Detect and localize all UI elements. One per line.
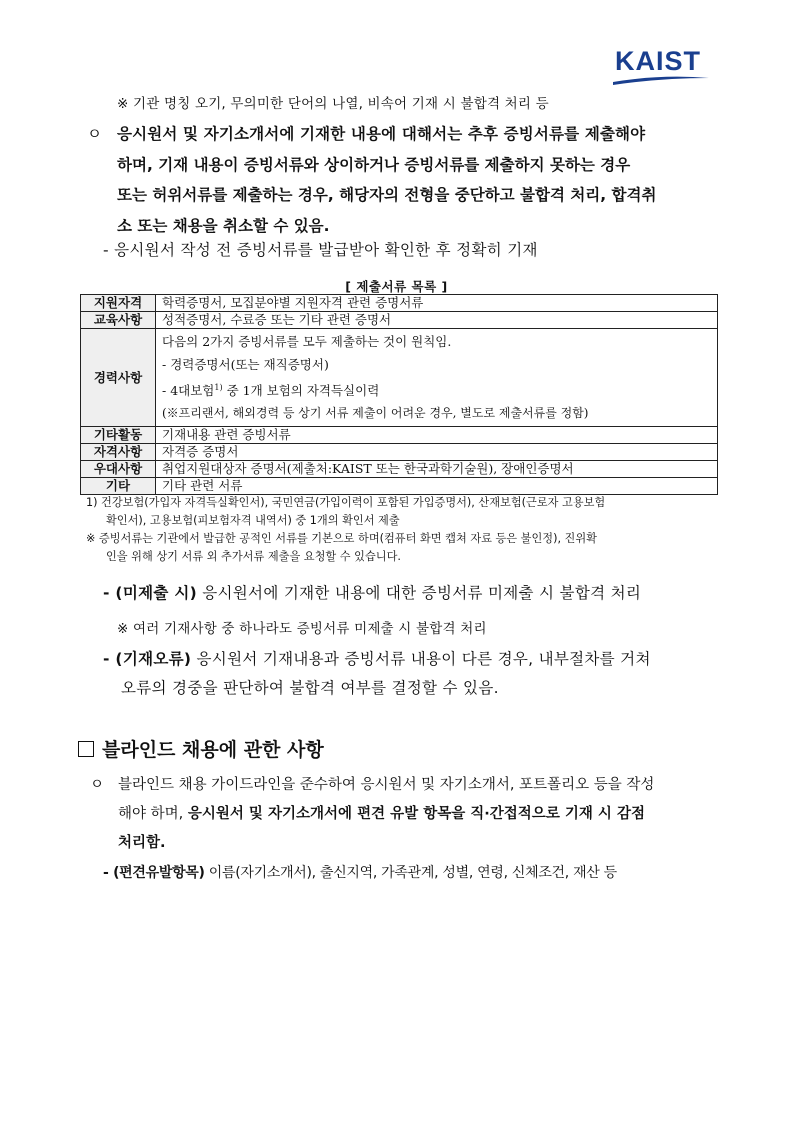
blind-paragraph [90,771,730,858]
section-title: 블라인드 채용에 관한 사항 [102,739,324,761]
row-value: 자격증 증명서 [156,444,718,461]
career-line: (※프리랜서, 해외경력 등 상기 서류 제출이 어려운 경우, 별도로 제출서류를 정함) [162,406,589,421]
row-value: 학력증명서, 모집분야별 지원자격 관련 증명서류 [156,295,718,312]
row-value: 취업지원대상자 증명서(제출처:KAIST 또는 한국과학기술원), 장애인증명서 [156,461,718,478]
section-heading-blind [78,735,324,762]
career-line: - 경력증명서(또는 재직증명서) [162,357,329,372]
verification-paragraph [87,119,727,241]
bold-emphasis: 응시원서 및 자기소개서에 편견 유발 항목을 직·간접적으로 기재 시 감점 [187,806,646,822]
table-row [81,329,718,427]
paragraph-line: 블라인드 채용 가이드라인을 준수하여 응시원서 및 자기소개서, 포트폴리오 등을 작성 [118,777,655,793]
bullet-circle: ㅇ [87,125,102,143]
footnote-line: 확인서), 고용보험(피보험자격 내역서) 중 1개의 확인서 제출 [106,514,400,527]
bullet-circle: ㅇ [90,777,105,793]
row-value: 기재내용 관련 증빙서류 [156,427,718,444]
documents-table [80,294,718,495]
footnote-ref: 1) [214,383,223,392]
footnote-insurance [86,494,746,530]
logo-text: KAIST [615,46,701,76]
paragraph-line: 해야 하며, 응시원서 및 자기소개서에 편견 유발 항목을 직·간접적으로 기재 시 감점 [118,806,646,822]
row-value: 성적증명서, 수료증 또는 기타 관련 증명서 [156,312,718,329]
row-label: 지원자격 [81,295,156,312]
footnote-line: ※ 증빙서류는 기관에서 발급한 공적인 서류를 기본으로 하며(컴퓨터 화면 캡쳐 자료 등은 불인정), 진위확 [86,532,597,545]
paragraph-line: 응시원서 및 자기소개서에 기재한 내용에 대해서는 추후 증빙서류를 제출해야 [117,125,646,143]
row-label: 기타 [81,478,156,495]
paragraph-line: 또는 허위서류를 제출하는 경우, 해당자의 전형을 중단하고 불합격 처리, 합격취 [117,186,657,204]
dash-text: 오류의 경중을 판단하여 불합격 여부를 결정할 수 있음. [121,679,499,697]
dash-text: 응시원서 기재내용과 증빙서류 내용이 다른 경우, 내부절차를 거쳐 [191,650,651,668]
footnote-line: 인을 위해 상기 서류 외 추가서류 제출을 요청할 수 있습니다. [106,550,401,563]
career-line: - 4대보험$^{1)}$ 중 1개 보험의 자격득실이력 [162,383,380,399]
note-institution: ※ 기관 명칭 오기, 무의미한 단어의 나열, 비속어 기재 시 불합격 처리 등 [117,96,549,112]
table-row [81,295,718,312]
row-label: 기타활동 [81,427,156,444]
note-nonsubmit: ※ 여러 기재사항 중 하나라도 증빙서류 미제출 시 불합격 처리 [117,621,487,637]
logo-swoosh-icon [613,74,709,86]
row-label: 교육사항 [81,312,156,329]
dash-label: - (편견유발항목) [103,865,205,881]
row-label: 자격사항 [81,444,156,461]
paragraph-line: 소 또는 채용을 취소할 수 있음. [117,216,330,235]
dash-nonsubmit [103,581,641,603]
row-label: 우대사항 [81,461,156,478]
table-row [81,427,718,444]
dash-label: - (미제출 시) [103,584,197,602]
row-label: 경력사항 [81,329,156,427]
dash-text: 응시원서에 기재한 내용에 대한 증빙서류 미제출 시 불합격 처리 [197,584,642,602]
table-row [81,461,718,478]
table-row [81,478,718,495]
paragraph-line: 하며, 기재 내용이 증빙서류와 상이하거나 증빙서류를 제출하지 못하는 경우 [117,155,631,174]
paragraph-line: 처리함. [118,835,166,851]
dash-bias-items [103,862,617,882]
dash-text: 이름(자기소개서), 출신지역, 가족관계, 성별, 연령, 신체조건, 재산 등 [204,865,617,881]
dash-error [103,645,723,703]
table-caption: [ 제출서류 목록 ] [345,279,448,294]
kaist-logo [613,44,709,88]
career-line: 다음의 2가지 증빙서류를 모두 제출하는 것이 원칙임. [162,334,452,349]
row-value [156,329,718,427]
footnote-proof-docs [86,530,746,566]
footnote-line: 1) 건강보험(가입자 자격득실확인서), 국민연금(가입이력이 포함된 가입증명서), 산재보험(근로자 고용보험 [86,496,606,509]
checkbox-square-icon [78,741,94,757]
dash-label: - (기재오류) [103,650,192,668]
table-row [81,312,718,329]
row-value: 기타 관련 서류 [156,478,718,495]
table-row [81,444,718,461]
dash-write-instruction: - 응시원서 작성 전 증빙서류를 발급받아 확인한 후 정확히 기재 [103,241,538,259]
